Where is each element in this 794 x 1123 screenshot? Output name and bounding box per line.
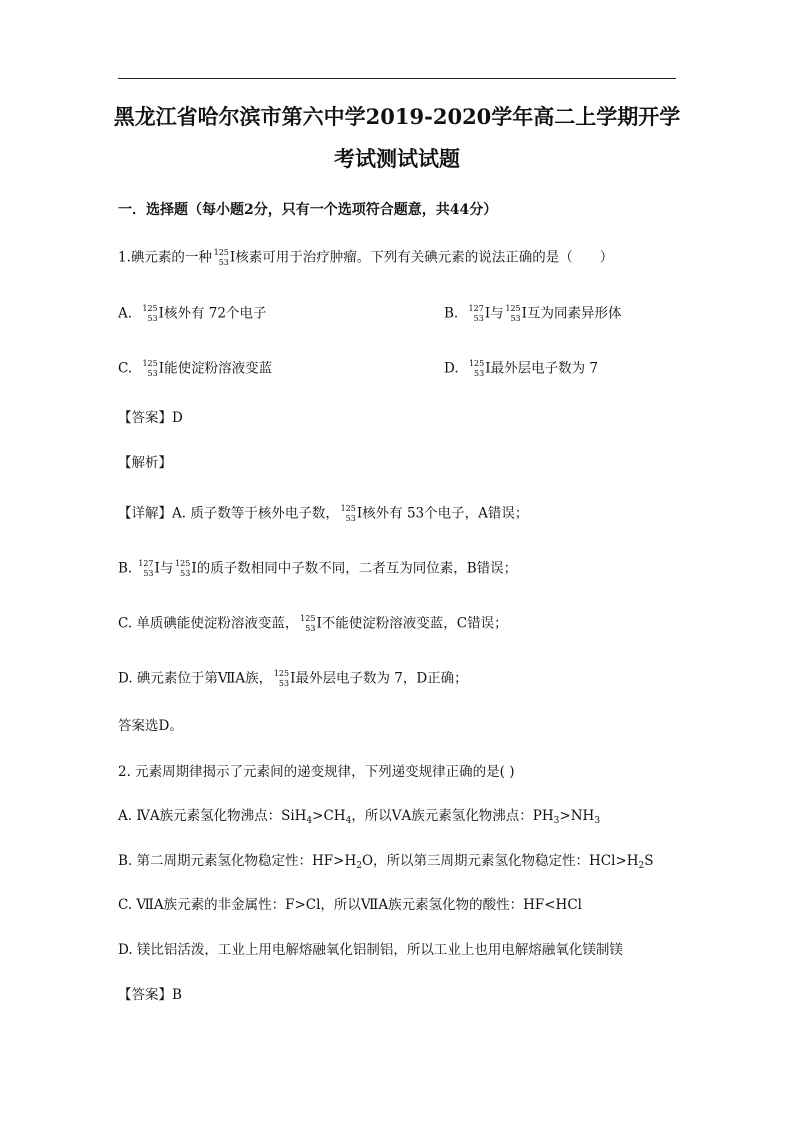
q1-option-a: A. 125 53 I核外有 72个电子 <box>118 304 267 323</box>
q2-option-b: B. 第二周期元素氢化物稳定性：$HF>H_2O$，所以第三周期元素氢化物稳定性：$HCl>H_2S$ <box>118 853 654 871</box>
q1-detail-d: D. 碘元素位于第ⅦA族， 125 53 I最外层电子数为 7，D正确； <box>118 669 468 688</box>
title-line-1: 黑龙江省哈尔滨市第六中学2019-2020学年高二上学期开学 <box>113 104 681 129</box>
q1-conclusion: 答案选D。 <box>118 718 183 734</box>
title-line-2: 考试测试试题 <box>334 146 460 171</box>
q1-detail-a: 【详解】A. 质子数等于核外电子数， 125 53 I核外有 53个电子，A错误； <box>118 504 529 523</box>
section-heading: 一．选择题（每小题2分，只有一个选项符合题意，共44分） <box>118 202 498 218</box>
iodine-125-nuclide: 125 53 <box>213 248 229 267</box>
q2-option-c: C. ⅦA族元素的非金属性：F>Cl，所以ⅦA族元素氢化物的酸性：HF<HCl <box>118 897 582 913</box>
q2-option-d: D. 镁比铝活泼，工业上用电解熔融氧化铝制铝，所以工业上也用电解熔融氧化镁制镁 <box>118 942 623 958</box>
q1-analysis-label: 【解析】 <box>118 455 172 471</box>
q1-answer: 【答案】D <box>118 410 183 426</box>
q2-option-a: A. ⅣA族元素氢化物沸点：$SiH_4>CH_4$，所以ⅤA族元素氢化物沸点：$PH_3>NH_3$ <box>118 808 601 826</box>
q1-option-b: B. 127 53 I与 125 53 I互为同素异形体 <box>444 304 622 323</box>
header-rule <box>118 78 676 79</box>
q1-option-d: D. 125 53 I最外层电子数为 7 <box>444 359 598 378</box>
q1-option-c: C. 125 53 I能使淀粉溶液变蓝 <box>118 359 273 378</box>
q1-detail-b: B. 127 53 I与 125 53 I的质子数相同中子数不同，二者互为同位素，B错误； <box>118 559 518 578</box>
q2-stem: 2. 元素周期律揭示了元素间的递变规律，下列递变规律正确的是( ) <box>118 764 515 780</box>
q1-stem: 1.碘元素的一种 125 53 I核素可用于治疗肿瘤。下列有关碘元素的说法正确的是（ ） <box>118 248 614 267</box>
q2-answer: 【答案】B <box>118 987 182 1003</box>
q1-detail-c: C. 单质碘能使淀粉溶液变蓝， 125 53 I不能使淀粉溶液变蓝，C错误； <box>118 614 508 633</box>
